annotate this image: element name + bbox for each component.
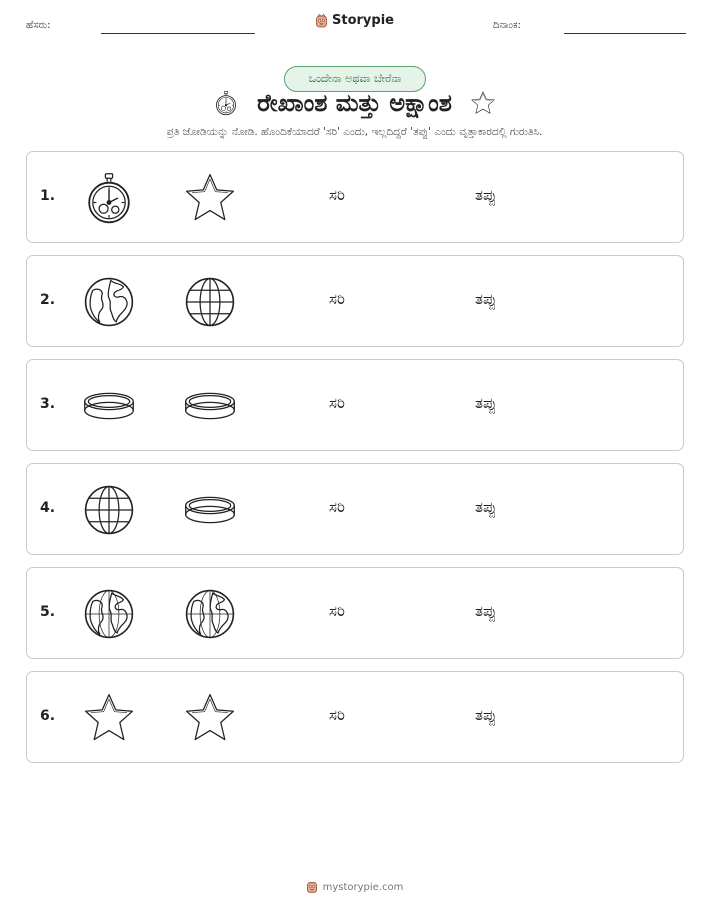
ring-icon xyxy=(183,483,237,537)
question-row xyxy=(26,463,684,555)
option-wrong[interactable]: ತಪ್ಪು xyxy=(475,394,497,412)
option-wrong[interactable]: ತಪ್ಪು xyxy=(475,290,497,308)
stopwatch-icon xyxy=(213,88,239,118)
option-correct[interactable]: ಸರಿ xyxy=(329,290,345,308)
earth-icon xyxy=(82,275,136,329)
storypie-logo-icon xyxy=(315,14,328,28)
question-row xyxy=(26,255,684,347)
option-wrong[interactable]: ತಪ್ಪು xyxy=(475,602,497,620)
star-icon xyxy=(82,691,136,745)
question-row xyxy=(26,671,684,763)
footer-site-link[interactable]: mystorypie.com xyxy=(322,881,404,893)
star-icon xyxy=(470,88,496,118)
storypie-logo-icon xyxy=(306,880,318,894)
question-number: 2. xyxy=(40,292,56,308)
worksheet-title-row xyxy=(0,88,709,118)
option-correct[interactable]: ಸರಿ xyxy=(329,186,345,204)
option-wrong[interactable]: ತಪ್ಪು xyxy=(475,498,497,516)
option-correct[interactable]: ಸರಿ xyxy=(329,498,345,516)
star-icon xyxy=(183,171,237,225)
star-icon xyxy=(183,691,237,745)
question-row xyxy=(26,151,684,243)
date-label: ದಿನಾಂಕ: xyxy=(493,20,521,31)
question-number: 1. xyxy=(40,188,56,204)
earth-grid-icon xyxy=(183,587,237,641)
option-wrong[interactable]: ತಪ್ಪು xyxy=(475,186,497,204)
globe-grid-icon xyxy=(183,275,237,329)
question-number: 3. xyxy=(40,396,56,412)
option-wrong[interactable]: ತಪ್ಪು xyxy=(475,706,497,724)
worksheet-tag-text: ಒಂದೇನಾ ಅಥವಾ ಬೇರೆನಾ xyxy=(308,72,402,85)
footer xyxy=(0,880,709,894)
instructions: ಪ್ರತಿ ಜೋಡಿಯನ್ನು ನೋಡಿ. ಹೊಂದಿಕೆಯಾದರೆ 'ಸರಿ' ಎಂದು, ಇಲ್ಲದಿದ್ದರೆ 'ತಪ್ಪು' ಎಂದು ವೃತ್ತಾಕಾರದಲ್ಲಿ ಗುರುತಿಸಿ. xyxy=(166,126,543,138)
question-row xyxy=(26,359,684,451)
question-number: 5. xyxy=(40,604,56,620)
question-number: 4. xyxy=(40,500,56,516)
brand xyxy=(0,13,709,28)
earth-grid-icon xyxy=(82,587,136,641)
worksheet-title: ರೇಖಾಂಶ ಮತ್ತು ಅಕ್ಷಾಂಶ xyxy=(257,89,452,117)
name-label: ಹೆಸರು: xyxy=(26,20,51,31)
date-field-line[interactable] xyxy=(564,33,686,34)
stopwatch-icon xyxy=(82,171,136,225)
globe-grid-icon xyxy=(82,483,136,537)
option-correct[interactable]: ಸರಿ xyxy=(329,706,345,724)
name-field-line[interactable] xyxy=(101,33,255,34)
option-correct[interactable]: ಸರಿ xyxy=(329,394,345,412)
ring-icon xyxy=(183,379,237,433)
brand-name: Storypie xyxy=(332,13,394,28)
ring-icon xyxy=(82,379,136,433)
question-row xyxy=(26,567,684,659)
option-correct[interactable]: ಸರಿ xyxy=(329,602,345,620)
question-number: 6. xyxy=(40,708,56,724)
